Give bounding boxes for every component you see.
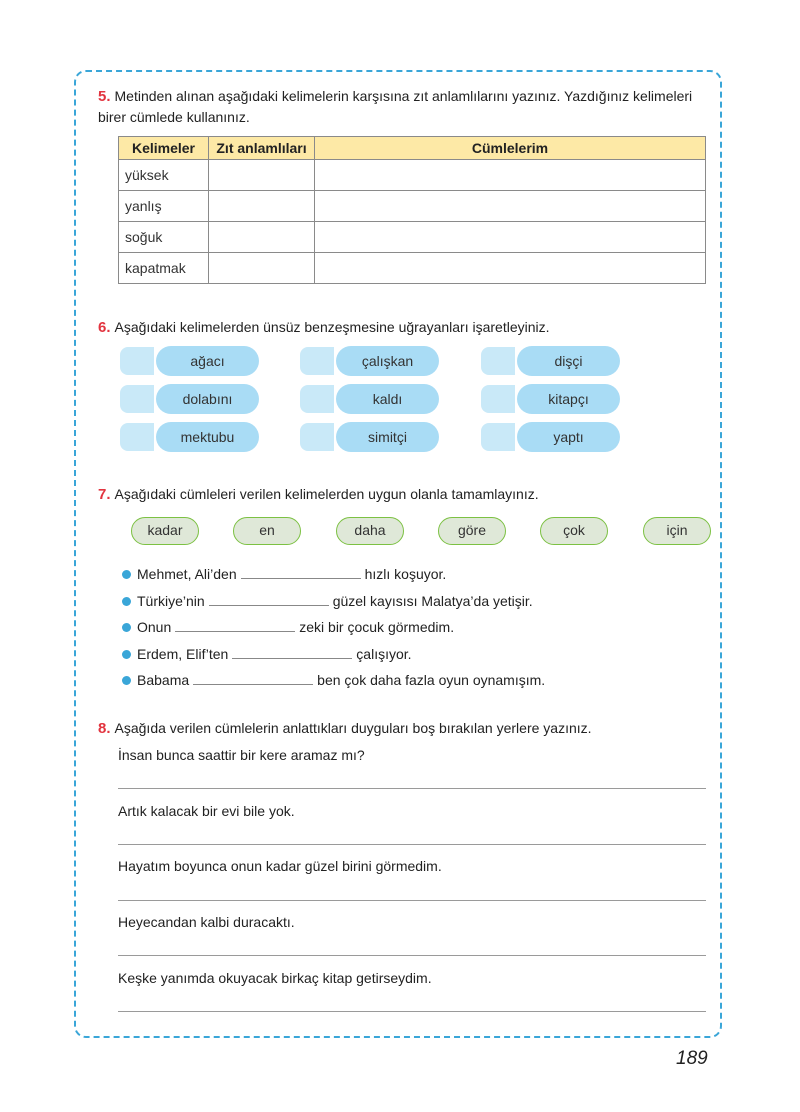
word-cell: yüksek <box>119 160 209 191</box>
question-8 <box>98 718 592 739</box>
sentence-input-cell[interactable] <box>315 222 706 253</box>
fill-sentence: Babama ben çok daha fazla oyun oynamışım. <box>122 671 545 689</box>
table-row <box>119 222 706 253</box>
answer-line[interactable] <box>118 1011 706 1012</box>
answer-blank[interactable] <box>209 593 329 606</box>
word-option <box>481 422 621 452</box>
checkbox[interactable] <box>300 423 334 451</box>
word-chip[interactable]: kadar <box>131 517 199 545</box>
question-prompt: Aşağıdaki kelimelerden ünsüz benzeşmesine uğrayanları işaretleyiniz. <box>114 319 550 335</box>
word-cell: yanlış <box>119 191 209 222</box>
antonym-input-cell[interactable] <box>209 253 315 284</box>
word-label: dolabını <box>156 384 259 414</box>
table-row <box>119 160 706 191</box>
question-prompt: Metinden alınan aşağıdaki kelimelerin karşısına zıt anlamlılarını yazınız. Yazdığınız kelimeleri birer cümlede kullanınız. <box>98 88 693 125</box>
checkbox[interactable] <box>481 347 515 375</box>
sentence-input-cell[interactable] <box>315 160 706 191</box>
antonym-table <box>118 136 706 284</box>
answer-line[interactable] <box>118 788 706 789</box>
question-number: 8. <box>98 720 111 737</box>
fill-sentence: Mehmet, Ali’den hızlı koşuyor. <box>122 565 446 583</box>
question-number: 5. <box>98 88 111 105</box>
table-header-row <box>119 137 706 160</box>
column-header: Cümlelerim <box>315 137 706 160</box>
word-chip[interactable]: en <box>233 517 301 545</box>
question-number: 6. <box>98 319 111 336</box>
table-row <box>119 191 706 222</box>
word-option <box>481 384 621 414</box>
checkbox[interactable] <box>300 347 334 375</box>
emotion-sentence: Heyecandan kalbi duracaktı. <box>118 914 295 930</box>
word-label: mektubu <box>156 422 259 452</box>
word-option <box>120 384 260 414</box>
emotion-sentence: Artık kalacak bir evi bile yok. <box>118 803 295 819</box>
emotion-sentence: Hayatım boyunca onun kadar güzel birini görmedim. <box>118 858 442 874</box>
checkbox[interactable] <box>120 347 154 375</box>
word-option <box>120 422 260 452</box>
word-label: dişçi <box>517 346 620 376</box>
bullet-icon <box>122 570 131 579</box>
word-option <box>300 384 440 414</box>
answer-line[interactable] <box>118 844 706 845</box>
answer-blank[interactable] <box>175 619 295 632</box>
answer-line[interactable] <box>118 955 706 956</box>
word-chip[interactable]: göre <box>438 517 506 545</box>
emotion-sentence: Keşke yanımda okuyacak birkaç kitap getirseydim. <box>118 970 432 986</box>
word-label: çalışkan <box>336 346 439 376</box>
checkbox[interactable] <box>481 423 515 451</box>
word-option <box>120 346 260 376</box>
antonym-input-cell[interactable] <box>209 160 315 191</box>
bullet-icon <box>122 623 131 632</box>
word-label: yaptı <box>517 422 620 452</box>
word-cell: kapatmak <box>119 253 209 284</box>
word-chip[interactable]: için <box>643 517 711 545</box>
page-number: 189 <box>676 1048 708 1069</box>
fill-sentence: Türkiye’nin güzel kayısısı Malatya’da yetişir. <box>122 592 533 610</box>
column-header: Kelimeler <box>119 137 209 160</box>
question-6 <box>98 317 550 338</box>
answer-line[interactable] <box>118 900 706 901</box>
question-7 <box>98 484 539 505</box>
word-label: simitçi <box>336 422 439 452</box>
word-chip[interactable]: daha <box>336 517 404 545</box>
antonym-input-cell[interactable] <box>209 222 315 253</box>
checkbox[interactable] <box>120 423 154 451</box>
sentence-input-cell[interactable] <box>315 253 706 284</box>
answer-blank[interactable] <box>232 646 352 659</box>
bullet-icon <box>122 676 131 685</box>
checkbox[interactable] <box>120 385 154 413</box>
word-option <box>300 422 440 452</box>
emotion-sentence: İnsan bunca saattir bir kere aramaz mı? <box>118 747 365 763</box>
word-label: ağacı <box>156 346 259 376</box>
antonym-input-cell[interactable] <box>209 191 315 222</box>
word-option <box>481 346 621 376</box>
table-row <box>119 253 706 284</box>
answer-blank[interactable] <box>193 672 313 685</box>
question-prompt: Aşağıdaki cümleleri verilen kelimelerden uygun olanla tamamlayınız. <box>114 486 539 502</box>
word-option <box>300 346 440 376</box>
column-header: Zıt anlamlıları <box>209 137 315 160</box>
checkbox[interactable] <box>300 385 334 413</box>
sentence-input-cell[interactable] <box>315 191 706 222</box>
bullet-icon <box>122 650 131 659</box>
question-prompt: Aşağıda verilen cümlelerin anlattıkları duyguları boş bırakılan yerlere yazınız. <box>114 720 592 736</box>
checkbox[interactable] <box>481 385 515 413</box>
word-label: kitapçı <box>517 384 620 414</box>
fill-sentence: Erdem, Elif’ten çalışıyor. <box>122 645 412 663</box>
bullet-icon <box>122 597 131 606</box>
word-chip[interactable]: çok <box>540 517 608 545</box>
question-number: 7. <box>98 486 111 503</box>
word-label: kaldı <box>336 384 439 414</box>
question-5 <box>98 86 718 127</box>
fill-sentence: Onun zeki bir çocuk görmedim. <box>122 618 454 636</box>
answer-blank[interactable] <box>241 566 361 579</box>
word-cell: soğuk <box>119 222 209 253</box>
